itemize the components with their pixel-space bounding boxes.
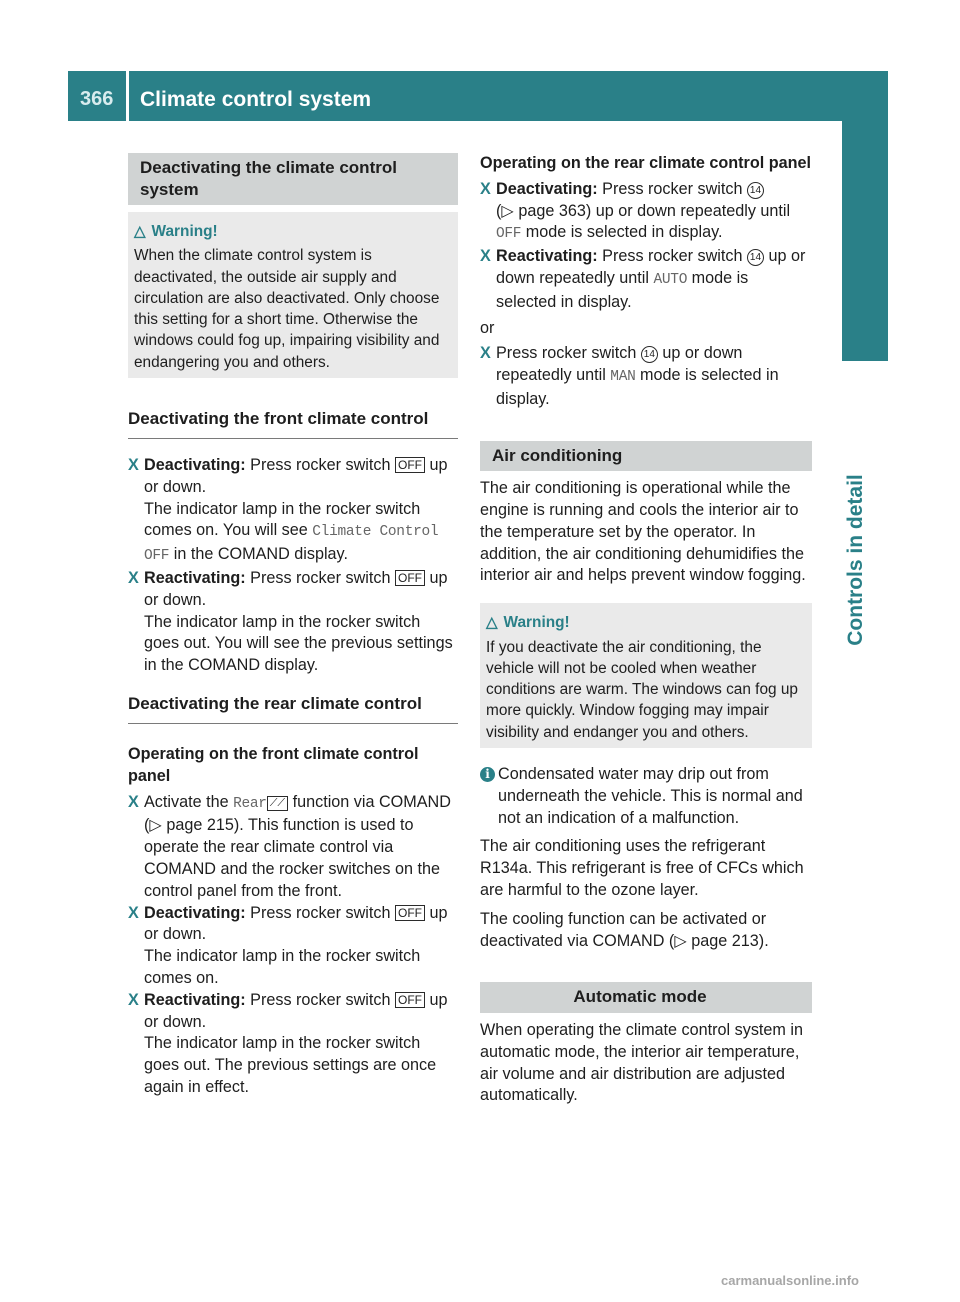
warning-title: △ Warning! (486, 614, 570, 632)
instruction-step: X Reactivating: Press rocker switch OFF up or down. The indicator lamp in the rocker switch goes out. The previous settings are once again in effect. (128, 990, 448, 1096)
instruction-step: X Press rocker switch 14 up or down repeatedly until MAN mode is selected in display. (480, 344, 779, 408)
warning-text: If you deactivate the air conditioning, the vehicle will not be cooled when weather conditions are warm. The windows can fog up more quickly. Window fogging may impair visibility and endanger you and others. (486, 638, 798, 741)
warning-triangle-icon: △ (486, 614, 498, 632)
instruction-step: X Deactivating: Press rocker switch 14 (▷ page 363) up or down repeatedly until OFF mode is selected in display. (480, 179, 791, 243)
paragraph: The air conditioning is operational while the engine is running and cools the interior air to the temperature set by the operator. In addition, the air conditioning dehumidifies the interior air and helps prevent window fogging. (480, 479, 806, 585)
step-arrow-icon: X (480, 247, 491, 266)
section-heading-air-conditioning: Air conditioning (480, 441, 812, 472)
off-button-symbol: OFF (395, 992, 425, 1008)
header-divider (126, 71, 129, 121)
section-heading-deactivating: Deactivating the climate control system (128, 153, 458, 205)
off-button-symbol: OFF (395, 570, 425, 586)
step-arrow-icon: X (128, 456, 139, 475)
rear-panel-heading: Operating on the rear climate control panel (480, 154, 812, 172)
display-mode: OFF (496, 226, 522, 243)
instruction-step: X Reactivating: Press rocker switch OFF up or down. The indicator lamp in the rocker switch goes out. You will see the previous settings in the COMAND display. (128, 569, 453, 675)
display-mode: AUTO (653, 271, 688, 288)
page-ref-arrow-icon: ▷ (501, 201, 514, 220)
switch-number-badge: 14 (641, 346, 658, 363)
side-color-block (842, 121, 888, 361)
switch-number-badge: 14 (747, 182, 764, 199)
warning-text: When the climate control system is deactivated, the outside air supply and circulation are also deactivated. Only choose this setting for a short time. Otherwise the windows could fog up, impairing visibility and endangering you and others. (134, 247, 440, 371)
display-message: Climate Control OFF (144, 524, 439, 565)
paragraph: The cooling function can be activated or deactivated via COMAND (▷ page 213). (480, 909, 769, 950)
page-number: 366 (80, 88, 114, 110)
paragraph: When operating the climate control system in automatic mode, the interior air temperature, air volume and air distribution are adjusted automatically. (480, 1020, 803, 1105)
front-climate-heading: Deactivating the front climate control (128, 408, 458, 439)
step-arrow-icon: X (480, 344, 491, 363)
off-button-symbol: OFF (395, 457, 425, 473)
warning-box (128, 212, 458, 378)
rear-climate-heading: Deactivating the rear climate control (128, 693, 458, 724)
instruction-step: X Deactivating: Press rocker switch OFF up or down. The indicator lamp in the rocker switch comes on. (128, 903, 448, 988)
watermark: carmanualsonline.info (721, 1273, 859, 1288)
page-ref-arrow-icon: ▷ (149, 816, 162, 835)
front-panel-heading: Operating on the front climate control panel (128, 745, 419, 785)
instruction-step: X Activate the Rear ⟋⟋ function via COMAND (▷ page 215). This function is used to operate the rear climate control via COMAND and the rocker switches on the control panel from the front. (128, 792, 451, 900)
section-heading-automatic-mode: Automatic mode (480, 982, 812, 1013)
info-note: i Condensated water may drip out from underneath the vehicle. This is normal and not an indication of a malfunction. (480, 764, 812, 829)
rear-function-label: Rear (233, 795, 267, 812)
left-column (128, 153, 458, 1099)
instruction-step: X Deactivating: Press rocker switch OFF up or down. The indicator lamp in the rocker switch comes on. You will see Climate Control OFF in the COMAND display. (128, 456, 448, 565)
step-arrow-icon: X (480, 179, 491, 198)
page-ref-arrow-icon: ▷ (674, 931, 687, 950)
step-arrow-icon: X (128, 792, 139, 811)
warning-title: △ Warning! (134, 223, 218, 240)
warning-box (480, 603, 812, 748)
side-tab-label: Controls in detail (844, 474, 867, 646)
step-arrow-icon: X (128, 569, 139, 588)
info-icon: i (480, 767, 495, 782)
display-mode: MAN (610, 369, 636, 386)
warning-triangle-icon: △ (134, 223, 146, 240)
switch-number-badge: 14 (747, 249, 764, 266)
instruction-step: X Reactivating: Press rocker switch 14 up or down repeatedly until AUTO mode is selected in display. (480, 247, 806, 311)
off-button-symbol: OFF (395, 905, 425, 921)
paragraph: The air conditioning uses the refrigerant R134a. This refrigerant is free of CFCs which are harmful to the ozone layer. (480, 837, 804, 900)
rear-seat-icon: ⟋⟋ (267, 796, 288, 811)
page-title: Climate control system (140, 88, 372, 111)
step-arrow-icon: X (128, 903, 139, 922)
step-arrow-icon: X (128, 990, 139, 1009)
right-column (480, 153, 812, 1107)
or-text: or (480, 318, 495, 337)
